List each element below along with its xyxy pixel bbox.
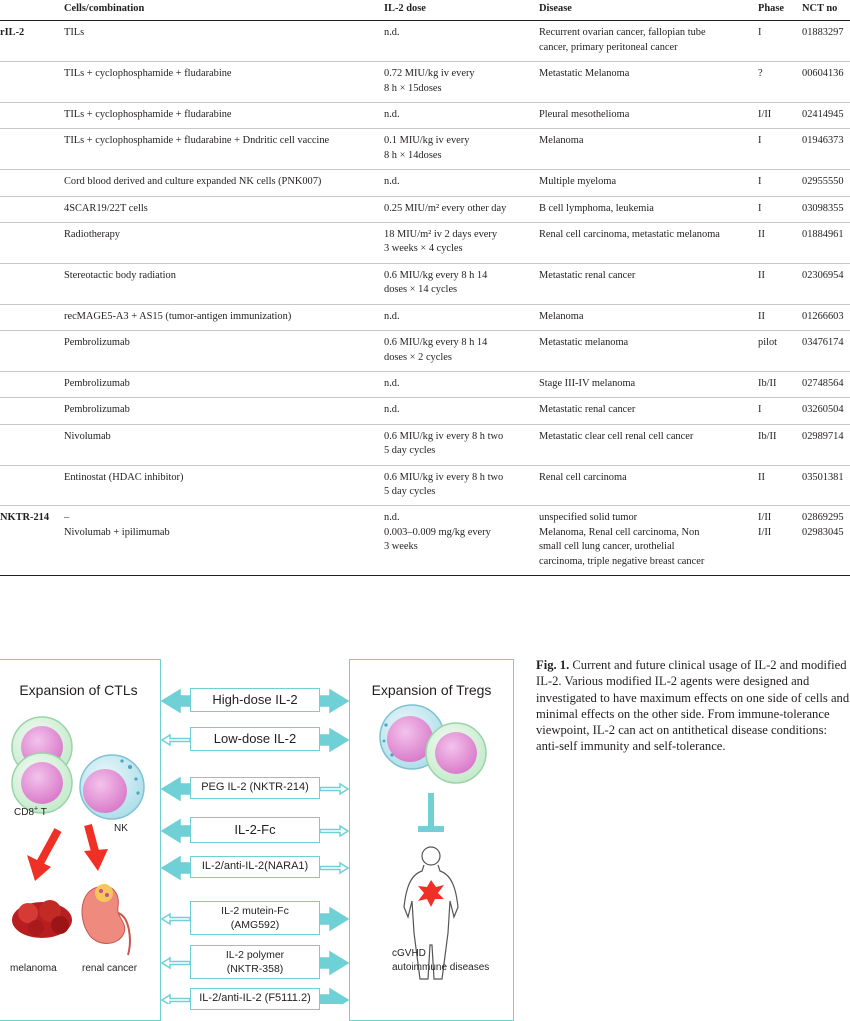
cell-nct: 01266603 [802, 304, 850, 330]
table-row [0, 103, 850, 129]
table-row [0, 304, 850, 330]
cd8-label [14, 807, 47, 818]
cell-cells: Cord blood derived and culture expanded NK cells (PNK007) [64, 170, 384, 196]
agent-arrow-right [320, 952, 348, 974]
table-row [0, 21, 850, 62]
agent-arrow-left [162, 690, 190, 712]
cell-nct: 01884961 [802, 223, 850, 264]
table-row [0, 398, 850, 424]
inflammation-icon [418, 880, 444, 907]
cell-dose: 0.72 MIU/kg iv every 8 h × 15doses [384, 62, 539, 103]
group-label [0, 304, 64, 330]
agent-arrow-left [162, 778, 190, 800]
agent-arrow-right [320, 826, 348, 836]
cgvhd-label: cGVHD autoimmune diseases [392, 948, 490, 973]
cell-nct: 02989714 [802, 424, 850, 465]
table-row [0, 62, 850, 103]
figure-caption [536, 657, 850, 755]
cell-disease: Renal cell carcinoma [539, 465, 758, 506]
agent-box: IL-2/anti-IL-2(NARA1) [190, 856, 320, 878]
ctl-panel-title: Expansion of CTLs [19, 682, 138, 698]
table-row [0, 223, 850, 264]
cell-disease: Renal cell carcinoma, metastatic melanoma [539, 223, 758, 264]
header-disease: Disease [539, 0, 758, 21]
cell-disease: Metastatic renal cancer [539, 398, 758, 424]
cell-disease: Metastatic renal cancer [539, 263, 758, 304]
table-row [0, 506, 850, 576]
cell-dose: 0.6 MIU/kg every 8 h 14 doses × 14 cycles [384, 263, 539, 304]
table-row [0, 465, 850, 506]
cell-phase: Ib/II [758, 371, 802, 397]
agent-arrow-right [320, 908, 348, 930]
melanoma-label: melanoma [10, 963, 57, 974]
group-label [0, 129, 64, 170]
header-cells: Cells/combination [64, 0, 384, 21]
cell-disease: Melanoma [539, 304, 758, 330]
cell-nct: 02306954 [802, 263, 850, 304]
agent-box: IL-2 polymer (NKTR-358) [190, 945, 320, 979]
cell-nct: 01883297 [802, 21, 850, 62]
group-label [0, 263, 64, 304]
cell-dose: 0.6 MIU/kg iv every 8 h two 5 day cycles [384, 424, 539, 465]
agent-arrow-left [162, 735, 190, 745]
treg-cell-icon [426, 723, 486, 783]
cell-cells: 4SCAR19/22T cells [64, 196, 384, 222]
table-row [0, 263, 850, 304]
cell-nct: 03098355 [802, 196, 850, 222]
renal-cancer-label: renal cancer [82, 963, 138, 974]
cell-cells: – Nivolumab + ipilimumab [64, 506, 384, 576]
header-dose: IL-2 dose [384, 0, 539, 21]
table-header-row [0, 0, 850, 21]
agent-arrow-right [320, 690, 348, 712]
cell-nct: 00604136 [802, 62, 850, 103]
agent-arrow-left [162, 857, 190, 879]
cell-dose: n.d. [384, 371, 539, 397]
treg-panel-title: Expansion of Tregs [371, 682, 492, 698]
red-arrow-head-renal [84, 849, 108, 871]
cell-cells: Pembrolizumab [64, 331, 384, 372]
agent-box: IL-2/anti-IL-2 (F5111.2) [190, 988, 320, 1010]
cd8-label-suffix: T [38, 807, 47, 818]
cell-nct: 02955550 [802, 170, 850, 196]
cell-cells: Nivolumab [64, 424, 384, 465]
cell-dose: n.d. [384, 103, 539, 129]
agent-arrow-right [320, 784, 348, 794]
table-row [0, 424, 850, 465]
cell-phase: II [758, 263, 802, 304]
agent-box: PEG IL-2 (NKTR-214) [190, 777, 320, 799]
header-phase: Phase [758, 0, 802, 21]
cell-disease: Metastatic clear cell renal cell cancer [539, 424, 758, 465]
cell-phase: I [758, 170, 802, 196]
cell-phase: I [758, 196, 802, 222]
cell-phase: I [758, 21, 802, 62]
group-label [0, 398, 64, 424]
cell-disease: Metastatic Melanoma [539, 62, 758, 103]
cell-nct: 03476174 [802, 331, 850, 372]
cell-phase: ? [758, 62, 802, 103]
table-row [0, 331, 850, 372]
cell-cells: Radiotherapy [64, 223, 384, 264]
group-label: NKTR-214 [0, 506, 64, 576]
cell-phase: II [758, 304, 802, 330]
cell-phase: pilot [758, 331, 802, 372]
cell-phase: I/II I/II [758, 506, 802, 576]
group-label [0, 465, 64, 506]
cell-disease: Metastatic melanoma [539, 331, 758, 372]
cell-dose: n.d. [384, 398, 539, 424]
header-nct: NCT no [802, 0, 850, 21]
agent-arrow-right [320, 863, 348, 873]
agent-arrow-right [320, 729, 348, 751]
cell-dose: 0.6 MIU/kg iv every 8 h two 5 day cycles [384, 465, 539, 506]
cell-nct: 02869295 02983045 [802, 506, 850, 576]
cell-cells: Entinostat (HDAC inhibitor) [64, 465, 384, 506]
agent-arrow-left [162, 958, 190, 968]
cell-cells: TILs [64, 21, 384, 62]
cd8-t-cell-icon [12, 753, 72, 813]
cell-disease: Pleural mesothelioma [539, 103, 758, 129]
table-row [0, 371, 850, 397]
group-label [0, 62, 64, 103]
cell-dose: n.d. 0.003–0.009 mg/kg every 3 weeks [384, 506, 539, 576]
cell-phase: II [758, 465, 802, 506]
cell-dose: 0.25 MIU/m² every other day [384, 196, 539, 222]
cell-dose: n.d. [384, 21, 539, 62]
table-row [0, 129, 850, 170]
agent-box: High-dose IL-2 [190, 688, 320, 712]
cell-disease: Melanoma [539, 129, 758, 170]
cell-nct: 02748564 [802, 371, 850, 397]
cell-disease: unspecified solid tumor Melanoma, Renal cell carcinoma, Non small cell lung cancer, urothelial carcinoma, triple negative breast cancer [539, 506, 758, 576]
cell-cells: TILs + cyclophosphamide + fludarabine [64, 62, 384, 103]
cell-phase: I [758, 398, 802, 424]
agent-box: IL-2 mutein-Fc (AMG592) [190, 901, 320, 935]
cell-cells: Stereotactic body radiation [64, 263, 384, 304]
renal-cancer-icon [82, 884, 130, 955]
agent-box: IL-2-Fc [190, 817, 320, 843]
group-label [0, 170, 64, 196]
figure-1 [0, 655, 530, 1004]
cell-phase: I/II [758, 103, 802, 129]
caption-label: Fig. 1. [536, 658, 570, 672]
cell-dose: 0.1 MIU/kg iv every 8 h × 14doses [384, 129, 539, 170]
cell-dose: 0.6 MIU/kg every 8 h 14 doses × 2 cycles [384, 331, 539, 372]
group-label: rIL-2 [0, 21, 64, 62]
cell-phase: I [758, 129, 802, 170]
cell-nct: 02414945 [802, 103, 850, 129]
cell-cells: Pembrolizumab [64, 371, 384, 397]
group-label [0, 371, 64, 397]
agent-box: Low-dose IL-2 [190, 727, 320, 751]
cell-cells: Pembrolizumab [64, 398, 384, 424]
cd8-label-sup: + [34, 805, 39, 813]
group-label [0, 223, 64, 264]
melanoma-icon [12, 900, 72, 938]
cell-dose: 18 MIU/m² iv 2 days every 3 weeks × 4 cycles [384, 223, 539, 264]
nk-cell-icon [80, 755, 144, 819]
group-label [0, 331, 64, 372]
cell-nct: 01946373 [802, 129, 850, 170]
cell-cells: recMAGE5-A3 + AS15 (tumor-antigen immunization) [64, 304, 384, 330]
agent-arrow-left [162, 820, 190, 842]
group-label [0, 196, 64, 222]
table-row [0, 170, 850, 196]
red-arrow-to-melanoma [40, 830, 58, 863]
table-row [0, 196, 850, 222]
table-body [0, 21, 850, 576]
header-group [0, 0, 64, 21]
nk-label: NK [114, 823, 128, 834]
agent-arrow-left [162, 995, 190, 1004]
group-label [0, 103, 64, 129]
cell-cells: TILs + cyclophosphamide + fludarabine [64, 103, 384, 129]
agent-arrow-right [320, 989, 348, 1004]
cell-disease: B cell lymphoma, leukemia [539, 196, 758, 222]
cell-disease: Multiple myeloma [539, 170, 758, 196]
cell-dose: n.d. [384, 170, 539, 196]
cell-phase: II [758, 223, 802, 264]
cell-nct: 03260504 [802, 398, 850, 424]
cell-nct: 03501381 [802, 465, 850, 506]
cell-dose: n.d. [384, 304, 539, 330]
cd8-label-text: CD8 [14, 807, 35, 818]
cell-disease: Stage III-IV melanoma [539, 371, 758, 397]
cell-cells: TILs + cyclophosphamide + fludarabine + Dndritic cell vaccine [64, 129, 384, 170]
agent-arrow-left [162, 914, 190, 924]
group-label [0, 424, 64, 465]
caption-text: Current and future clinical usage of IL-2 and modified IL-2. Various modified IL-2 agents were designed and investigated to have maximum effects on one side of cells and minimal effects on the other side. From immune-tolerance viewpoint, IL-2 can act on antithetical disease conditions: anti-self immunity and self-tolerance. [536, 658, 850, 754]
cell-phase: Ib/II [758, 424, 802, 465]
cell-disease: Recurrent ovarian cancer, fallopian tube cancer, primary peritoneal cancer [539, 21, 758, 62]
